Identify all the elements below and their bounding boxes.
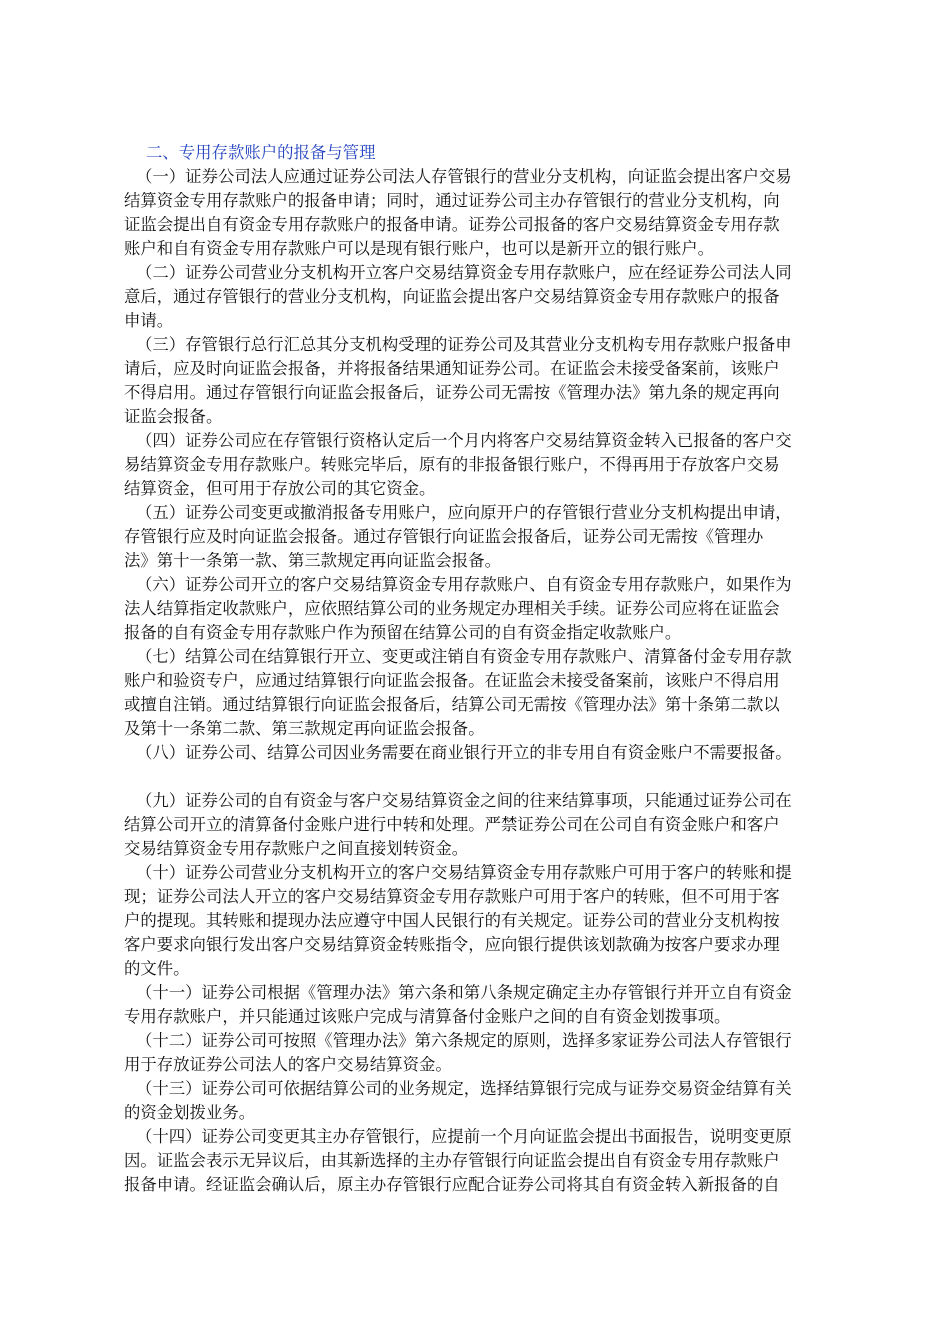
paragraph-4: （四）证券公司应在存管银行资格认定后一个月内将客户交易结算资金转入已报备的客户交 易结算资金专用存款账户。转账完毕后，原有的非报备银行账户，不得再用于存放客户交易 结算资金，但可用于存放公司的其它资金。 <box>124 431 792 498</box>
paragraph-gap <box>124 765 836 789</box>
document-body <box>124 141 836 1197</box>
paragraph-11: （十一）证券公司根据《管理办法》第六条和第八条规定确定主办存管银行并开立自有资金 专用存款账户，并只能通过该账户完成与清算备付金账户之间的自有资金划拨事项。 <box>124 983 792 1026</box>
paragraph-2: （二）证券公司营业分支机构开立客户交易结算资金专用存款账户，应在经证券公司法人同 意后，通过存管银行的营业分支机构，向证监会提出客户交易结算资金专用存款账户的报备 申请。 <box>124 263 792 330</box>
paragraph-14: （十四）证券公司变更其主办存管银行，应提前一个月向证监会提出书面报告，说明变更原 因。证监会表示无异议后，由其新选择的主办存管银行向证监会提出自有资金专用存款账户 报备申请。经证监会确认后，原主办存管银行应配合证券公司将其自有资金转入新报备的自 <box>124 1127 792 1194</box>
paragraph-6: （六）证券公司开立的客户交易结算资金专用存款账户、自有资金专用存款账户，如果作为 法人结算指定收款账户，应依照结算公司的业务规定办理相关手续。证券公司应将在证监会 报备的自有资金专用存款账户作为预留在结算公司的自有资金指定收款账户。 <box>124 575 792 642</box>
paragraph-13: （十三）证券公司可依据结算公司的业务规定，选择结算银行完成与证券交易资金结算有关 的资金划拨业务。 <box>124 1079 792 1122</box>
section-heading: 二、专用存款账户的报备与管理 <box>146 143 376 162</box>
paragraph-3: （三）存管银行总行汇总其分支机构受理的证券公司及其营业分支机构专用存款账户报备申 请后，应及时向证监会报备，并将报备结果通知证券公司。在证监会未接受备案前，该账户 不得启用。通过存管银行向证监会报备后，证券公司无需按《管理办法》第九条的规定再向 证监会报备。 <box>124 335 792 426</box>
paragraph-10: （十）证券公司营业分支机构开立的客户交易结算资金专用存款账户可用于客户的转账和提 现；证券公司法人开立的客户交易结算资金专用存款账户可用于客户的转账，但不可用于客 户的提现。其转账和提现办法应遵守中国人民银行的有关规定。证券公司的营业分支机构按 客户要求向银行发出客户交易结算资金转账指令，应向银行提供该划款确为按客户要求办理 的文件。 <box>124 863 792 978</box>
paragraph-5: （五）证券公司变更或撤消报备专用账户，应向原开户的存管银行营业分支机构提出申请， 存管银行应及时向证监会报备。通过存管银行向证监会报备后，证券公司无需按《管理办 法》第十一条第一款、第三款规定再向证监会报备。 <box>124 503 792 570</box>
paragraph-9: （九）证券公司的自有资金与客户交易结算资金之间的往来结算事项，只能通过证券公司在 结算公司开立的清算备付金账户进行中转和处理。严禁证券公司在公司自有资金账户和客户 交易结算资金专用存款账户之间直接划转资金。 <box>124 791 792 858</box>
paragraph-1: （一）证券公司法人应通过证券公司法人存管银行的营业分支机构，向证监会提出客户交易 结算资金专用存款账户的报备申请；同时，通过证券公司主办存管银行的营业分支机构，向 证监会提出自有资金专用存款账户的报备申请。证券公司报备的客户交易结算资金专用存款 账户和自有资金专用存款账户可以是现有银行账户，也可以是新开立的银行账户。 <box>124 167 792 258</box>
paragraph-7: （七）结算公司在结算银行开立、变更或注销自有资金专用存款账户、清算备付金专用存款 账户和验资专户，应通过结算银行向证监会报备。在证监会未接受备案前，该账户不得启用 或擅自注销。通过结算银行向证监会报备后，结算公司无需按《管理办法》第十条第二款以 及第十一条第二款、第三款规定再向证监会报备。 <box>124 647 792 738</box>
paragraph-8: （八）证券公司、结算公司因业务需要在商业银行开立的非专用自有资金账户不需要报备。 <box>136 743 792 762</box>
paragraph-12: （十二）证券公司可按照《管理办法》第六条规定的原则，选择多家证券公司法人存管银行 用于存放证券公司法人的客户交易结算资金。 <box>124 1031 792 1074</box>
